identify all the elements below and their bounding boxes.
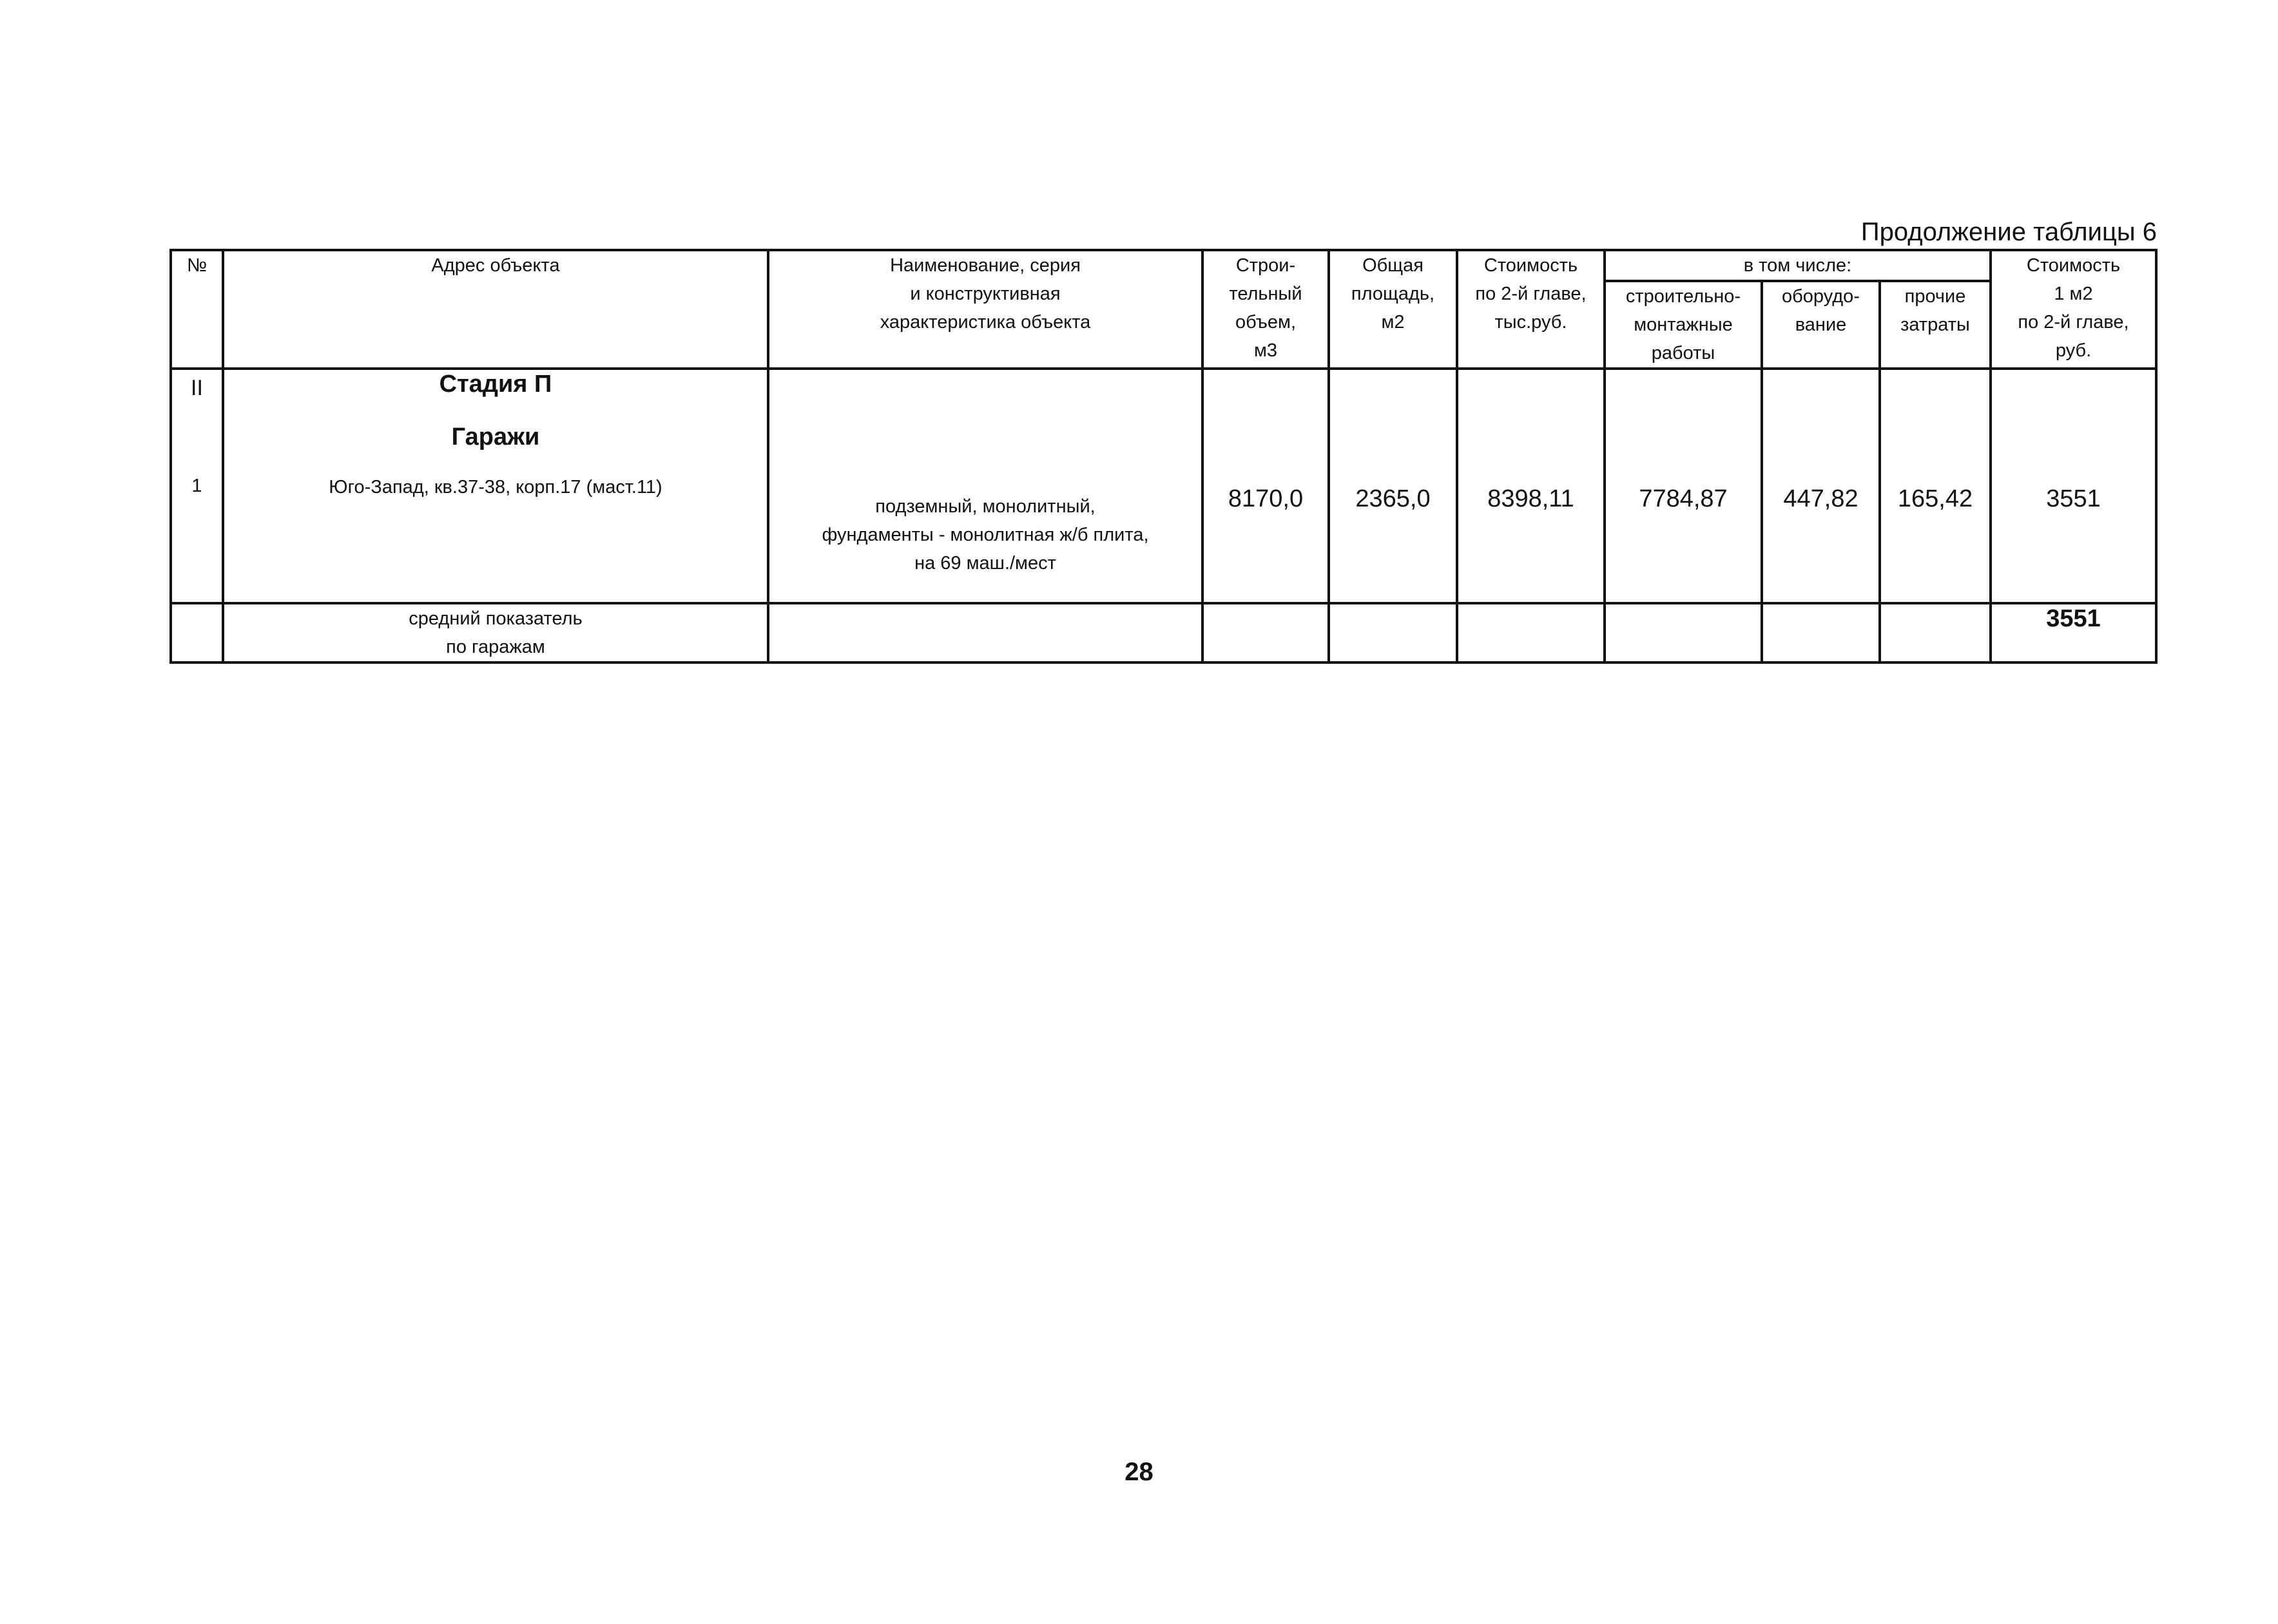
header-area xyxy=(1329,250,1457,369)
header-area-line: площадь, xyxy=(1351,284,1435,304)
header-name-line: Наименование, серия xyxy=(890,255,1081,276)
header-unit-cost-line: Стоимость xyxy=(2026,255,2121,276)
header-equipment xyxy=(1762,281,1880,369)
row-unit-cost: 3551 xyxy=(2046,485,2101,512)
header-including-label: в том числе: xyxy=(1743,255,1852,276)
total-empty-cell xyxy=(1457,603,1605,662)
header-unit-cost xyxy=(1991,250,2156,369)
header-including xyxy=(1605,250,1991,281)
table-total-row xyxy=(171,603,2156,662)
table-row xyxy=(171,369,2156,603)
header-cost-line: по 2-й главе, xyxy=(1475,284,1587,304)
total-empty-cell xyxy=(1880,603,1991,662)
header-volume-line: Строи- xyxy=(1235,255,1296,276)
header-construction xyxy=(1605,281,1762,369)
row-area: 2365,0 xyxy=(1355,485,1431,512)
row-address-cell xyxy=(223,369,768,603)
row-description-cell xyxy=(768,369,1202,603)
row-construction: 7784,87 xyxy=(1639,485,1728,512)
header-address-label: Адрес объекта xyxy=(431,255,560,276)
table-continuation-caption: Продолжение таблицы 6 xyxy=(1860,218,2157,246)
header-other xyxy=(1880,281,1991,369)
cost-table xyxy=(169,249,2157,664)
header-area-line: м2 xyxy=(1381,312,1405,333)
header-area-line: Общая xyxy=(1362,255,1424,276)
header-unit-cost-line: по 2-й главе, xyxy=(2018,312,2129,333)
section-stage-title: Стадия П xyxy=(439,371,552,398)
total-label-line: по гаражам xyxy=(446,637,545,657)
page-number: 28 xyxy=(1125,1458,1153,1486)
row-volume-cell xyxy=(1202,369,1329,603)
row-unit-cost-cell xyxy=(1991,369,2156,603)
header-name-line: характеристика объекта xyxy=(880,312,1091,333)
header-cost-line: Стоимость xyxy=(1483,255,1578,276)
row-address: Юго-Запад, кв.37-38, корп.17 (маст.11) xyxy=(329,477,662,498)
header-cost-line: тыс.руб. xyxy=(1494,312,1567,333)
header-volume-line: м3 xyxy=(1253,340,1278,361)
header-cost xyxy=(1457,250,1605,369)
row-volume: 8170,0 xyxy=(1228,485,1304,512)
row-description-line: на 69 маш./мест xyxy=(914,553,1056,574)
header-construction-line: строительно- xyxy=(1625,286,1741,307)
header-volume-line: объем, xyxy=(1235,312,1297,333)
row-description-line: подземный, монолитный, xyxy=(875,496,1096,517)
header-construction-line: монтажные xyxy=(1634,314,1733,335)
header-volume-line: тельный xyxy=(1229,284,1302,304)
total-label-cell xyxy=(223,603,768,662)
header-volume xyxy=(1202,250,1329,369)
header-address xyxy=(223,250,768,369)
section-roman-numeral: II xyxy=(191,376,203,400)
header-name xyxy=(768,250,1202,369)
row-equipment: 447,82 xyxy=(1783,485,1858,512)
header-construction-line: работы xyxy=(1651,343,1715,363)
header-unit-cost-line: 1 м2 xyxy=(2054,284,2093,304)
row-construction-cell xyxy=(1605,369,1762,603)
header-num xyxy=(171,250,223,369)
row-other: 165,42 xyxy=(1897,485,1973,512)
header-equipment-line: вание xyxy=(1795,314,1847,335)
total-empty-cell xyxy=(768,603,1202,662)
header-num-label: № xyxy=(186,255,208,276)
row-cost: 8398,11 xyxy=(1487,485,1574,512)
row-description-line: фундаменты - монолитная ж/б плита, xyxy=(822,525,1149,545)
header-other-line: затраты xyxy=(1900,314,1970,335)
total-unit-cost: 3551 xyxy=(2046,605,2101,632)
row-equipment-cell xyxy=(1762,369,1880,603)
header-unit-cost-line: руб. xyxy=(2055,340,2092,361)
total-empty-cell xyxy=(1329,603,1457,662)
total-unit-cost-cell xyxy=(1991,603,2156,662)
row-area-cell xyxy=(1329,369,1457,603)
header-name-line: и конструктивная xyxy=(910,284,1061,304)
total-empty-cell xyxy=(1762,603,1880,662)
row-cost-cell xyxy=(1457,369,1605,603)
row-other-cell xyxy=(1880,369,1991,603)
total-empty-cell xyxy=(1202,603,1329,662)
header-other-line: прочие xyxy=(1904,286,1966,307)
table-header-row xyxy=(171,250,2156,281)
row-num-cell xyxy=(171,369,223,603)
total-num-cell xyxy=(171,603,223,662)
row-number: 1 xyxy=(191,476,202,496)
section-category-title: Гаражи xyxy=(451,423,540,450)
total-label-line: средний показатель xyxy=(409,608,583,629)
header-equipment-line: оборудо- xyxy=(1782,286,1860,307)
total-empty-cell xyxy=(1605,603,1762,662)
